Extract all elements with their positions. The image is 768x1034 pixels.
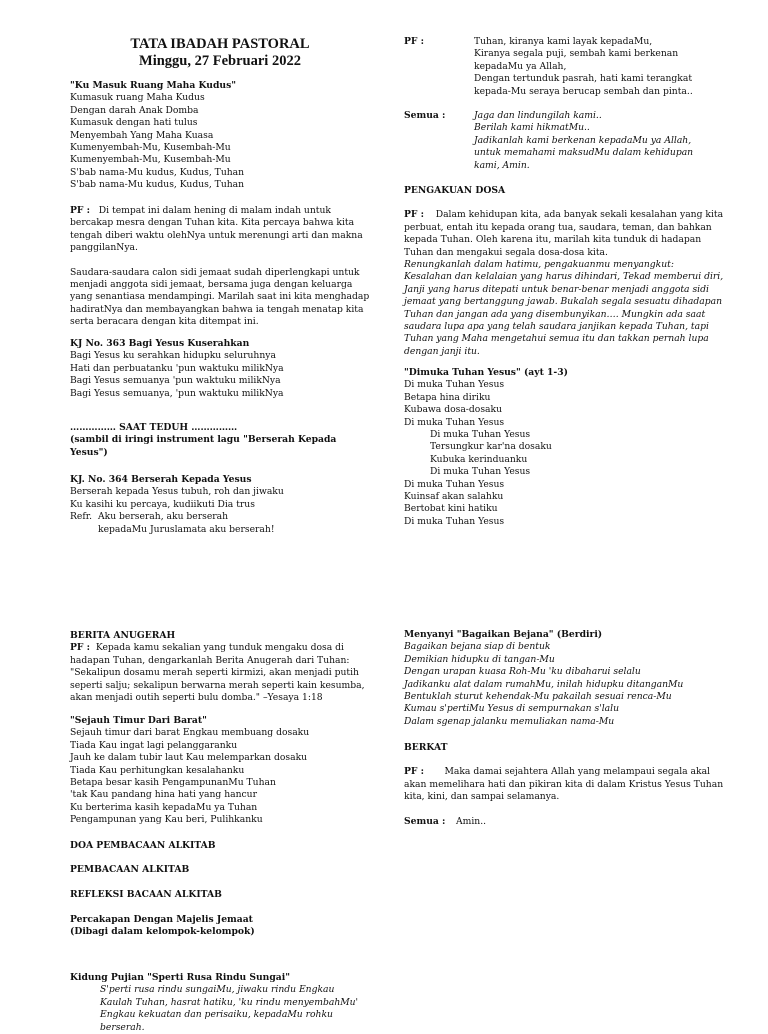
pf-prayer [404,36,734,98]
document-date: Minggu, 27 Februari 2022 [139,53,301,69]
berita-anugerah [70,630,370,704]
hymn-kj363 [70,338,370,400]
hymn-line: Kumenyembah-Mu, Kusembah-Mu [70,154,231,166]
pf-label: PF : [404,36,425,47]
semua-label: Semua : [404,815,446,827]
semua-text: Amin.. [456,815,487,827]
hymn-line: Engkau kekuatan dan perisaiku, kepadaMu rohku berserah. [100,1009,333,1033]
percakapan-subtitle: (Dibagi dalam kelompok-kelompok) [70,926,255,938]
hymn-ku-masuk [70,80,370,192]
opening-paragraph-2: Saudara-saudara calon sidi jemaat sudah diperlengkapi untuk menjadi anggota sidi jemaat, bersama juga dengan keluarga yang senantiasa mendampingi. Marilah saat ini kita menghadap hadiratNya dan membayangkan bahwa ia tengah menatap kita serta beracara dengan kita ditempat ini. [70,266,370,328]
hymn-title: Kidung Pujian "Sperti Rusa Rindu Sungai" [70,972,290,983]
hymn-line: Ku kasihi ku percaya, kudiikuti Dia trus [70,498,255,510]
hymn-kidung [70,972,370,1034]
hymn-line: S'perti rusa rindu sungaiMu, jiwaku rindu Engkau [100,984,335,996]
heading-pembacaan: PEMBACAAN ALKITAB [70,864,190,875]
hymn-bejana [404,629,724,728]
hymn-line: Ku berterima kasih kepadaMu ya Tuhan [70,801,258,813]
pf-label: PF : [70,642,91,654]
prayer-line: kepadaMu ya Allah, [474,60,567,72]
silence-section [70,422,370,459]
berkat [404,742,724,828]
hymn-line: Jadikanku alat dalam rumahMu, inilah hidupku ditanganMu [404,678,684,690]
hymn-line: S'bab nama-Mu kudus, Kudus, Tuhan [70,166,245,178]
prayer-line: Jadikanlah kami berkenan kepadaMu ya Allah, [474,134,692,146]
section-heading: PENGAKUAN DOSA [404,185,506,196]
hymn-line: Di muka Tuhan Yesus [430,429,531,441]
hymn-line: Sejauh timur dari barat Engkau membuang dosaku [70,727,310,739]
hymn-line: Dengan darah Anak Domba [70,104,199,116]
hymn-line: Di muka Tuhan Yesus [404,478,505,490]
silence-heading: …………… SAAT TEDUH …………… [70,422,238,433]
hymn-line: Jauh ke dalam tubir laut Kau melemparkan dosaku [70,752,308,764]
semua-prayer [404,110,734,172]
prayer-line: Berilah kami hikmatMu.. [474,122,590,134]
hymn-line: Di muka Tuhan Yesus [404,379,505,391]
prayer-line: untuk memahami maksudMu dalam kehidupan [474,147,694,159]
pengakuan-dosa [404,185,724,358]
hymn-title: KJ. No. 364 Berserah Kepada Yesus [70,474,252,485]
pengakuan-paragraph [404,209,724,259]
hymn-line: Tiada Kau ingat lagi pelanggaranku [70,739,238,751]
document-title: TATA IBADAH PASTORAL [130,36,310,52]
pengakuan-text: Dalam kehidupan kita, ada banyak sekali kesalahan yang kita perbuat, entah itu kepada orang tua, saudara, teman, dan bahkan kepada Tuhan. Oleh karena itu, marilah kita tunduk di hadapan Tuhan dan mengakui segala dosa-dosa kita. [404,209,724,258]
hymn-title: "Sejauh Timur Dari Barat" [70,715,207,726]
prayer-line: Jaga dan lindungilah kami.. [474,110,602,121]
hymn-line: Bagi Yesus ku serahkan hidupku seluruhnya [70,350,276,362]
hymn-sejauh [70,715,370,827]
section-heading: BERITA ANUGERAH [70,630,176,641]
berita-text: Kepada kamu sekalian yang tunduk mengaku dosa di hadapan Tuhan, dengarkanlah Berita Anugerah dari Tuhan: "Sekalipun dosamu merah seperti kirmizi, akan menjadi putih seperti salju; sekalipun berwarna merah seperti kain kesumba, akan menjadi outih seperti bulu domba." –Yesaya 1:18 [70,642,365,704]
hymn-line: Kumenyembah-Mu, Kusembah-Mu [70,142,231,154]
hymn-line: Bertobat kini hatiku [404,503,498,515]
hymn-line: Hati dan perbuatanku 'pun waktuku milikNya [70,362,284,374]
opening-text: Di tempat ini dalam hening di malam indah untuk bercakap mesra dengan Tuhan kita. Kita percaya bahwa kita tengah diberi waktu olehNya untuk merenungi arti dan makna panggilanNya. [70,205,363,254]
refrain-label: Refr. [70,511,93,523]
hymn-line: Kumasuk dengan hati tulus [70,117,198,129]
hymn-line: Dalam sgenap jalanku memuliakan nama-Mu [404,715,615,727]
hymn-title: "Dimuka Tuhan Yesus" (ayt 1-3) [404,367,568,378]
prayer-line: Dengan tertunduk pasrah, hati kami terangkat [474,73,693,85]
pf-label: PF : [70,205,91,216]
hymn-line: Aku berserah, aku berserah [98,511,229,523]
heading-refleksi: REFLEKSI BACAAN ALKITAB [70,889,222,900]
hymn-line: Kubawa dosa-dosaku [404,404,502,416]
hymn-title: KJ No. 363 Bagi Yesus Kuserahkan [70,338,250,349]
hymn-line: Tersungkur kar'na dosaku [430,441,552,453]
hymn-title: "Ku Masuk Ruang Maha Kudus" [70,80,237,91]
hymn-dimuka [404,367,724,528]
heading-doa: DOA PEMBACAAN ALKITAB [70,840,216,851]
hymn-kj364 [70,474,370,536]
hymn-line: Betapa hina diriku [404,391,491,403]
hymn-line: Kuinsaf akan salahku [404,491,504,503]
hymn-line: kepadaMu Juruslamata aku berserah! [98,523,275,535]
hymn-line: Demikian hidupku di tangan-Mu [404,653,555,665]
hymn-line: Di muka Tuhan Yesus [404,515,505,527]
prayer-line: Kiranya segala puji, sembah kami berkenan [474,48,679,60]
pf-label: PF : [404,766,425,778]
hymn-line: 'tak Kau pandang hina hati yang hancur [70,789,257,801]
prayer-line: kepada-Mu seraya berucap sembah dan pinta.. [474,85,693,97]
hymn-line: Bagaikan bejana siap di bentuk [404,641,551,653]
prayer-line: kami, Amin. [474,159,530,171]
pf-prayer-lines [474,36,693,98]
refrain [70,511,370,523]
silence-instruction: (sambil di iringi instrument lagu "Berserah Kepada Yesus") [70,434,337,458]
hymn-line: Pengampunan yang Kau beri, Pulihkanku [70,814,263,826]
hymn-line: Menyembah Yang Maha Kuasa [70,129,214,141]
opening-section [70,205,370,329]
hymn-line: Kumau s'pertiMu Yesus di sempurnakan s'lalu [404,703,619,715]
hymn-line: Dengan urapan kuasa Roh-Mu 'ku dibaharui selalu [404,666,641,678]
hymn-line: Bentuklah sturut kehendak-Mu pakailah sesuai renca-Mu [404,691,672,703]
hymn-line: S'bab nama-Mu kudus, Kudus, Tuhan [70,179,245,191]
percakapan-title: Percakapan Dengan Majelis Jemaat [70,914,253,925]
berkat-text: Maka damai sejahtera Allah yang melampaui segala akal akan memelihara hati dan pikiran kita di dalam Kristus Yesus Tuhan kita, kini, dan sampai selamanya. [404,766,724,803]
semua-response [404,816,724,828]
hymn-line: Bagi Yesus semuanya 'pun waktuku milikNya [70,375,281,387]
hymn-line: Di muka Tuhan Yesus [404,416,505,428]
semua-prayer-lines [474,110,693,172]
pengakuan-reflection: Renungkanlah dalam hatimu, pengakuanmu menyangkut: Kesalahan dan kelalaian yang harus dihindari, Tekad memberui diri, Janji yang harus ditepati untuk benar-benar menjadi anggota sidi jemaat yang bertanggung jawab. Bukalah segala sesuatu dihadapan Tuhan dan jangan ada yang disembunyikan…. Mungkin ada saat saudara lupa apa yang telah saudara janjikan kepada Tuhan, tapi Tuhan yang Maha mengetahui semua itu dan takkan pernah lupa dengan janji itu. [404,259,724,357]
prayer-line: Tuhan, kiranya kami layak kepadaMu, [474,36,653,47]
hymn-line: Kubuka kerinduanku [430,453,528,465]
document-header [70,36,370,70]
hymn-line: Di muka Tuhan Yesus [430,466,531,478]
semua-label: Semua : [404,110,446,121]
berkat-paragraph [404,766,724,803]
opening-paragraph [70,205,370,255]
hymn-title: Menyanyi "Bagaikan Bejana" (Berdiri) [404,629,603,640]
hymn-line: Betapa besar kasih PengampunanMu Tuhan [70,777,276,789]
berita-paragraph [70,642,370,704]
section-heading: BERKAT [404,742,448,753]
hymn-line: Bagi Yesus semuanya, 'pun waktuku milikNya [70,387,284,399]
hymn-line: Tiada Kau perhitungkan kesalahanku [70,764,245,776]
hymn-line: Kaulah Tuhan, hasrat hatiku, 'ku rindu menyembahMu' [100,996,359,1008]
hymn-line: Berserah kepada Yesus tubuh, roh dan jiwaku [70,486,284,498]
pf-label: PF : [404,209,425,221]
hymn-line: Kumasuk ruang Maha Kudus [70,92,205,104]
heading-percakapan [70,914,370,939]
